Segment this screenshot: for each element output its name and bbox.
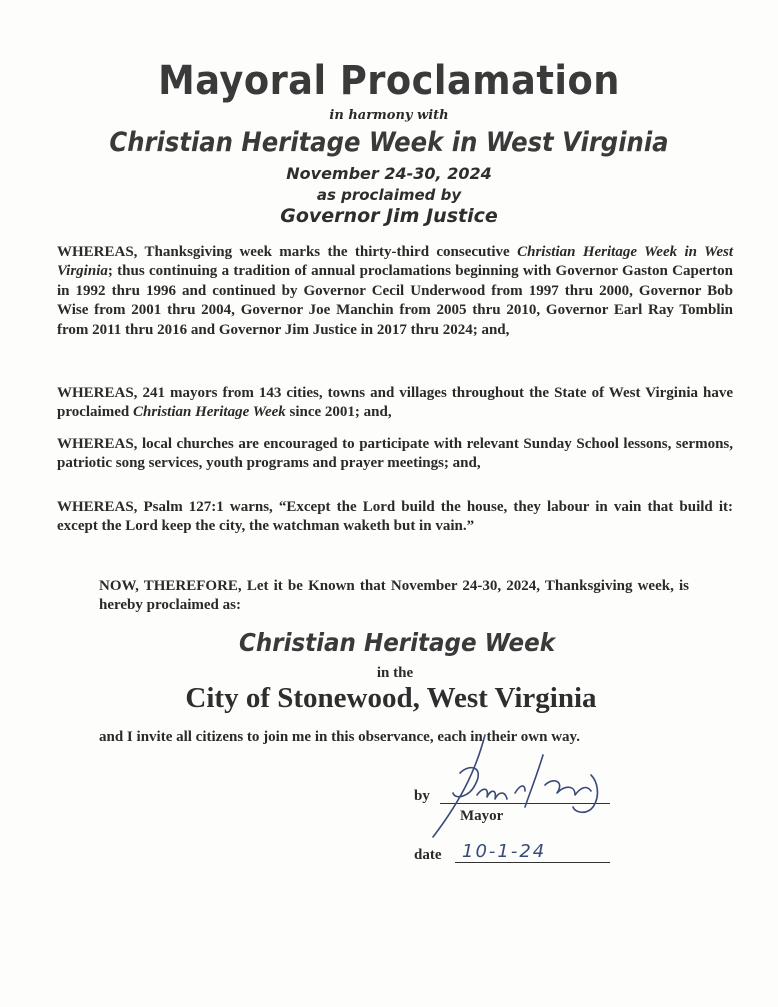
in-the-line: in the <box>376 665 414 681</box>
date-label: date <box>414 847 442 863</box>
mayor-label: Mayor <box>460 808 504 824</box>
whereas-text: WHEREAS, Thanksgiving week marks the thirty-third consecutive <box>57 244 518 260</box>
whereas-paragraph: WHEREAS, local churches are encouraged to participate with relevant Sunday School lessons, sermons, patriotic song services, youth programs and prayer meetings; and, <box>57 436 733 472</box>
whereas-italic: Christian Heritage Week <box>132 404 286 421</box>
whereas-text: ; thus continuing a tradition of annual proclamations beginning with Governor Gaston Caperton in 1992 thru 1996 and continued by Governor Cecil Underwood from 1997 thru 2000, Governor Bob Wise from 2001 thru 2004, Governor Joe Manchin from 2005 thru 2010, Governor Earl Ray Tomblin from 2011 thru 2016 and Governor Jim Justice in 2017 thru 2024; and, <box>57 263 733 338</box>
event-dates: November 24-30, 2024 <box>286 164 492 183</box>
whereas-text: WHEREAS, 241 mayors from 143 cities, towns and villages throughout the State of West Virginia have proclaimed <box>57 385 733 421</box>
governor-name: Governor Jim Justice <box>280 205 498 227</box>
by-label: by <box>414 788 430 804</box>
whereas-paragraph <box>57 243 733 340</box>
page-title: Mayoral Proclamation <box>158 58 620 104</box>
handwritten-signature-icon <box>425 725 625 845</box>
event-subtitle: Christian Heritage Week in West Virginia <box>109 127 669 158</box>
proclaimed-by-line: as proclaimed by <box>316 186 462 204</box>
date-line <box>455 862 610 863</box>
proclaimed-week-name: Christian Heritage Week <box>238 628 555 657</box>
whereas-italic: Christian Heritage Week in West Virginia <box>57 244 733 280</box>
resolution-paragraph: NOW, THEREFORE, Let it be Known that November 24-30, 2024, Thanksgiving week, is hereby proclaimed as: <box>99 578 689 614</box>
whereas-paragraph: WHEREAS, Psalm 127:1 warns, “Except the Lord build the house, they labour in vain that build it: except the Lord keep the city, the watchman waketh but in vain.” <box>57 499 733 535</box>
city-name: City of Stonewood, West Virginia <box>185 682 597 714</box>
harmony-line: in harmony with <box>329 108 449 123</box>
invitation-paragraph: and I invite all citizens to join me in this observance, each in their own way. <box>99 729 580 745</box>
whereas-paragraph <box>57 384 733 423</box>
handwritten-date: 10-1-24 <box>462 841 547 862</box>
whereas-text: since 2001; and, <box>285 404 392 421</box>
